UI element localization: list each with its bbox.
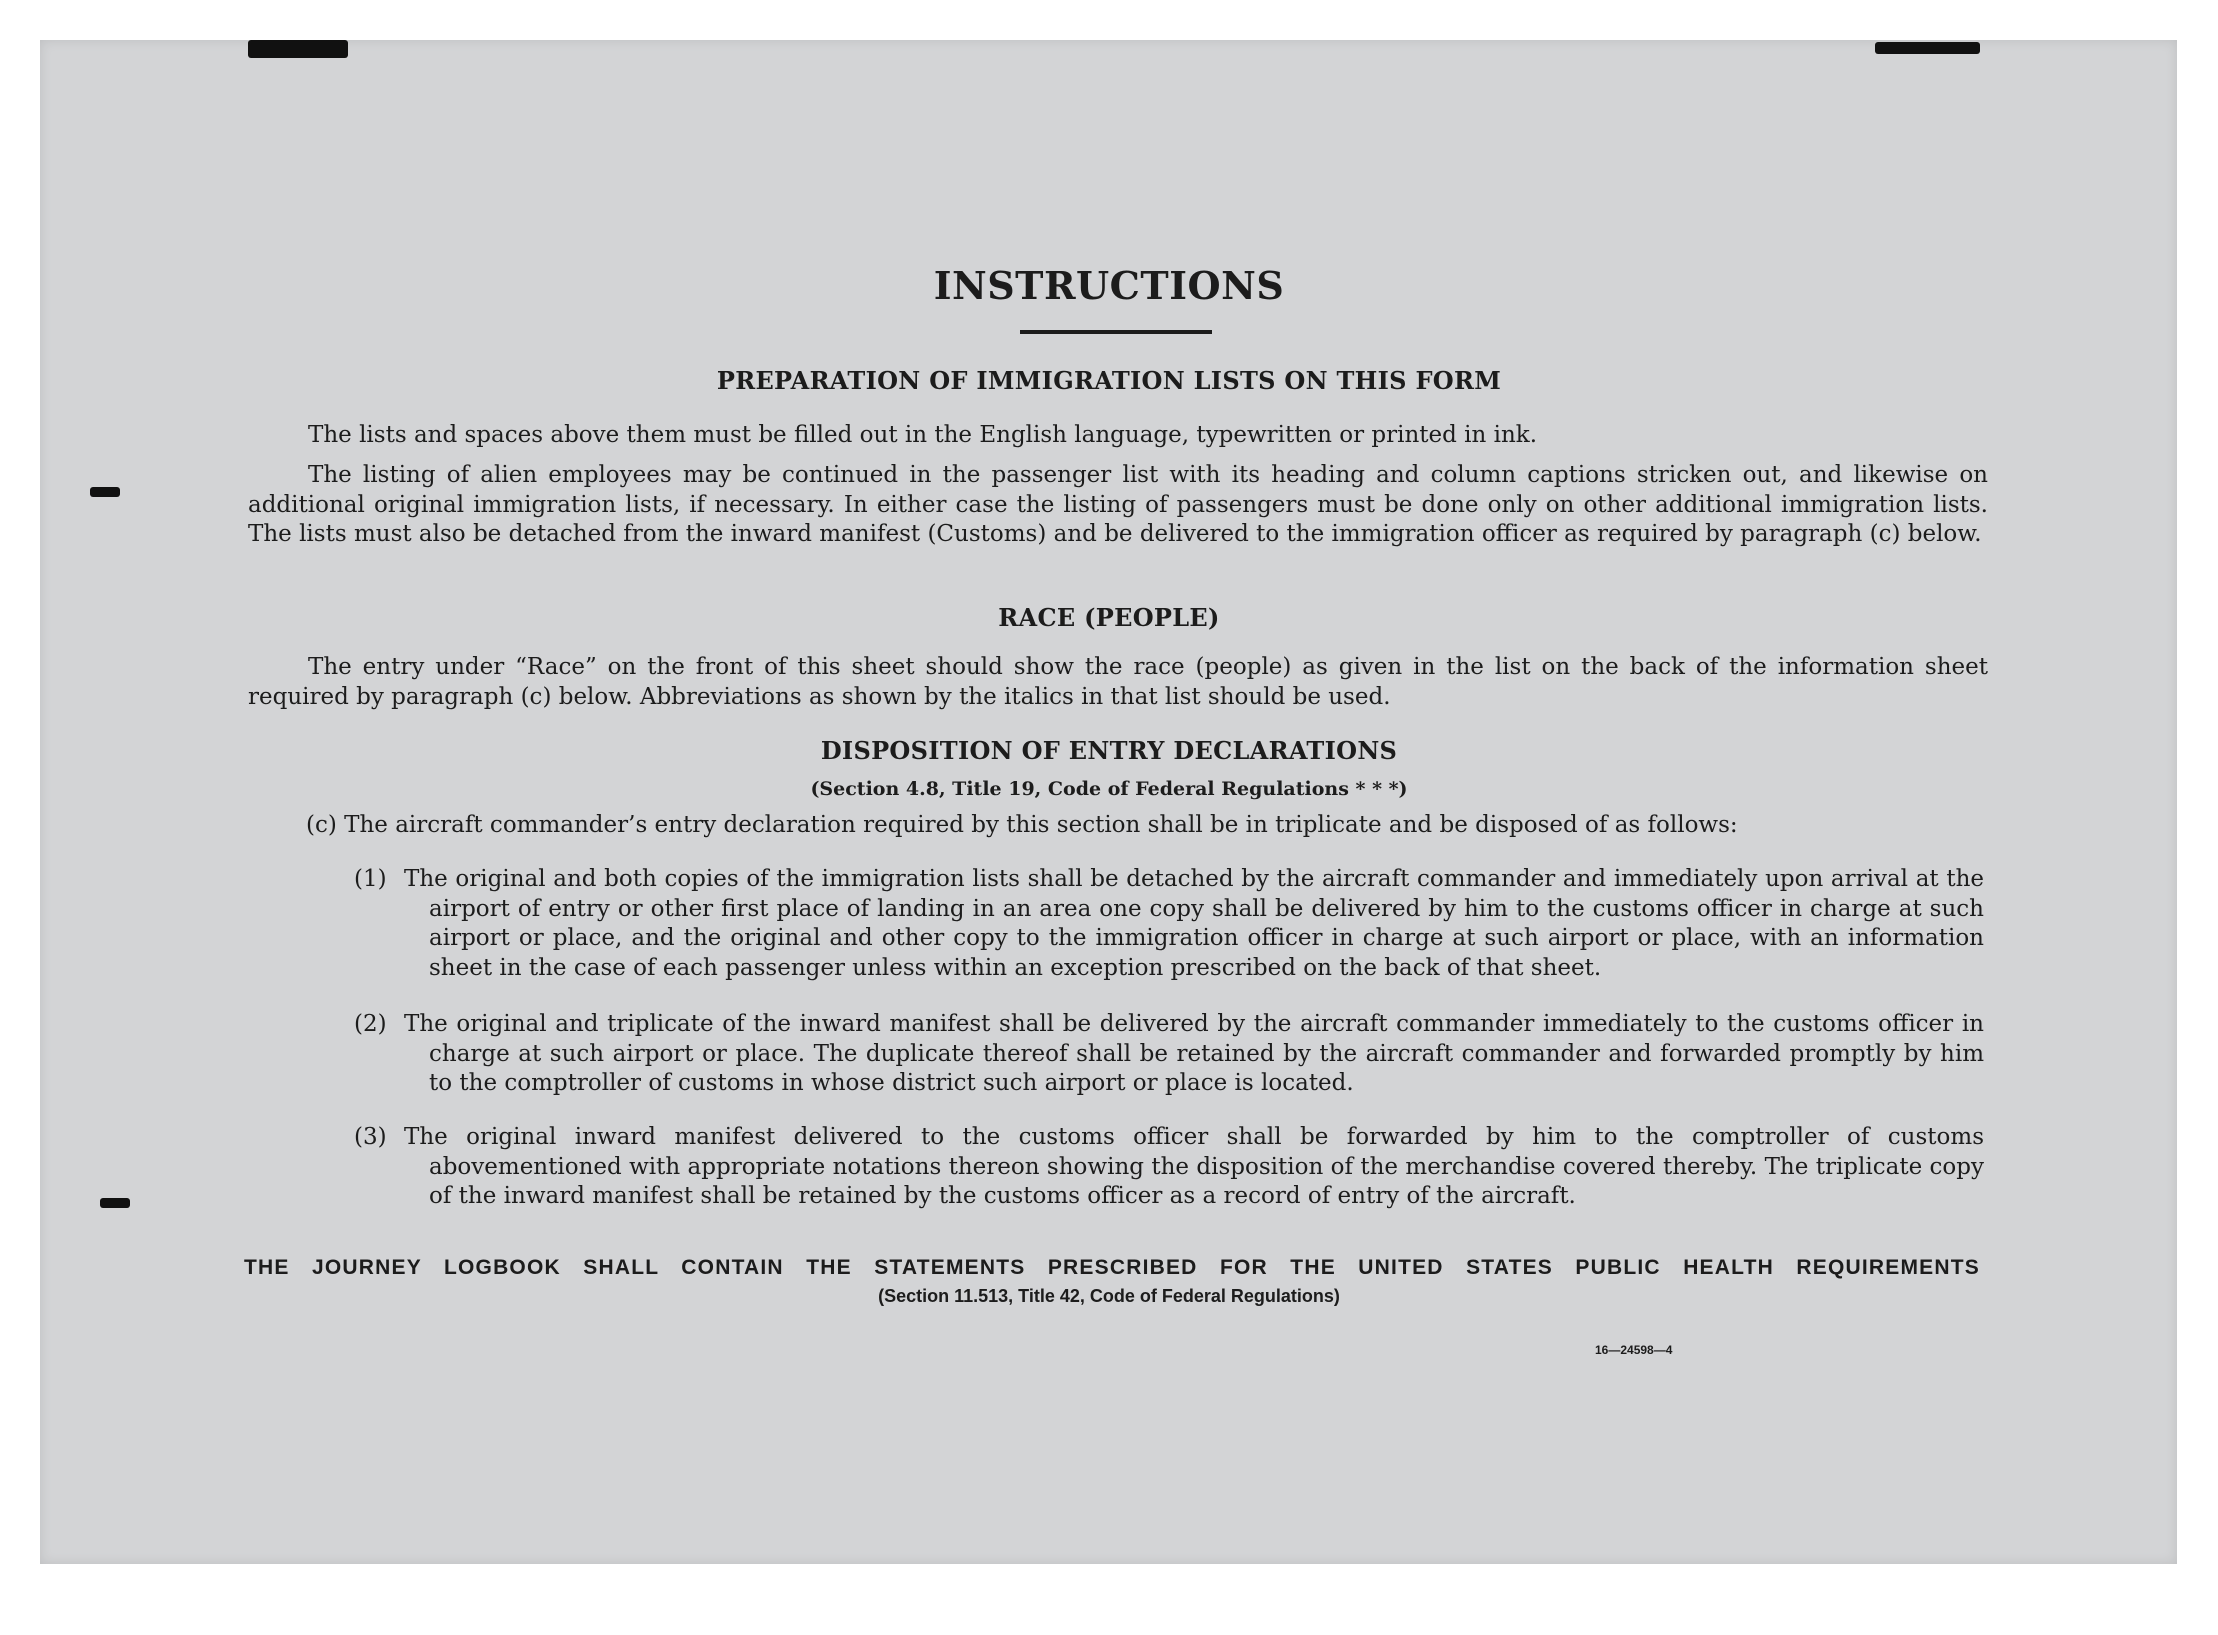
item-number: (3) [354, 1124, 387, 1150]
bleed-through-5 [780, 565, 802, 595]
disposition-intro-text: The aircraft commander’s entry declaration required by this section shall be in triplicate and be disposed of as follows: [344, 812, 1738, 838]
disposition-intro-label: (c) [306, 812, 337, 838]
disposition-item-2 [354, 1010, 1984, 1099]
scan-mark-top-right [1875, 42, 1980, 54]
disposition-citation: (Section 4.8, Title 19, Code of Federal Regulations * * *) [810, 778, 1408, 800]
scan-mark-top-left [248, 40, 348, 58]
item-text: The original inward manifest delivered to the customs officer shall be forwarded by him to the comptroller of customs abovementioned with appropriate notations thereon showing the disposition of the merchandise covered thereby. The triplicate copy of the inward manifest shall be retained by the customs officer as a record of entry of the aircraft. [404, 1124, 1984, 1209]
item-number: (2) [354, 1011, 387, 1037]
disposition-heading: DISPOSITION OF ENTRY DECLARATIONS [820, 736, 1398, 765]
title-divider [1020, 330, 1212, 334]
page-title: INSTRUCTIONS [933, 263, 1285, 308]
disposition-item-3 [354, 1123, 1984, 1212]
item-text: The original and both copies of the immigration lists shall be detached by the aircraft commander and immediately upon arrival at the airport of entry or other first place of landing in an area one copy shall be delivered by him to the customs officer in charge at such airport or place, and the original and other copy to the immigration officer in charge at such airport or place, with an information sheet in the case of each passenger unless within an exception prescribed on the back of that sheet. [404, 866, 1984, 981]
race-paragraph: The entry under “Race” on the front of this sheet should show the race (people) as given in the list on the back of the information sheet required by paragraph (c) below. Abbreviations as shown by the italics in that list should be used. [248, 654, 1988, 710]
bleed-through-6 [420, 1520, 442, 1550]
bleed-through-3 [800, 230, 822, 260]
scan-mark-left-2 [100, 1198, 130, 1208]
scan-mark-left-1 [90, 487, 120, 497]
item-text: The original and triplicate of the inward manifest shall be delivered by the aircraft commander immediately to the customs officer in charge at such airport or place. The duplicate thereof shall be retained by the aircraft commander and forwarded promptly by him to the comptroller of customs in whose district such airport or place is located. [404, 1011, 1984, 1096]
bleed-through-1 [470, 140, 492, 170]
preparation-heading: PREPARATION OF IMMIGRATION LISTS ON THIS FORM [716, 366, 1502, 395]
public-health-statement: THE JOURNEY LOGBOOK SHALL CONTAIN THE STATEMENTS PRESCRIBED FOR THE UNITED STATES PUBLIC HEALTH REQUIREMENTS [244, 1256, 1980, 1279]
form-number: 16—24598—4 [1595, 1343, 1673, 1357]
public-health-citation: (Section 11.513, Title 42, Code of Federal Regulations) [878, 1286, 1340, 1306]
disposition-intro [248, 811, 1988, 841]
disposition-item-1 [354, 865, 1984, 983]
race-heading: RACE (PEOPLE) [998, 603, 1220, 632]
item-number: (1) [354, 866, 387, 892]
preparation-paragraph-1: The lists and spaces above them must be filled out in the English language, typewritten or printed in ink. [308, 422, 1538, 448]
bleed-through-2 [200, 180, 222, 210]
preparation-paragraph-2: The listing of alien employees may be continued in the passenger list with its heading and column captions stricken out, and likewise on additional original immigration lists, if necessary. In either case the listing of passengers must be done only on other additional immigration lists. The lists must also be detached from the inward manifest (Customs) and be delivered to the immigration officer as required by paragraph (c) below. [248, 462, 1988, 547]
